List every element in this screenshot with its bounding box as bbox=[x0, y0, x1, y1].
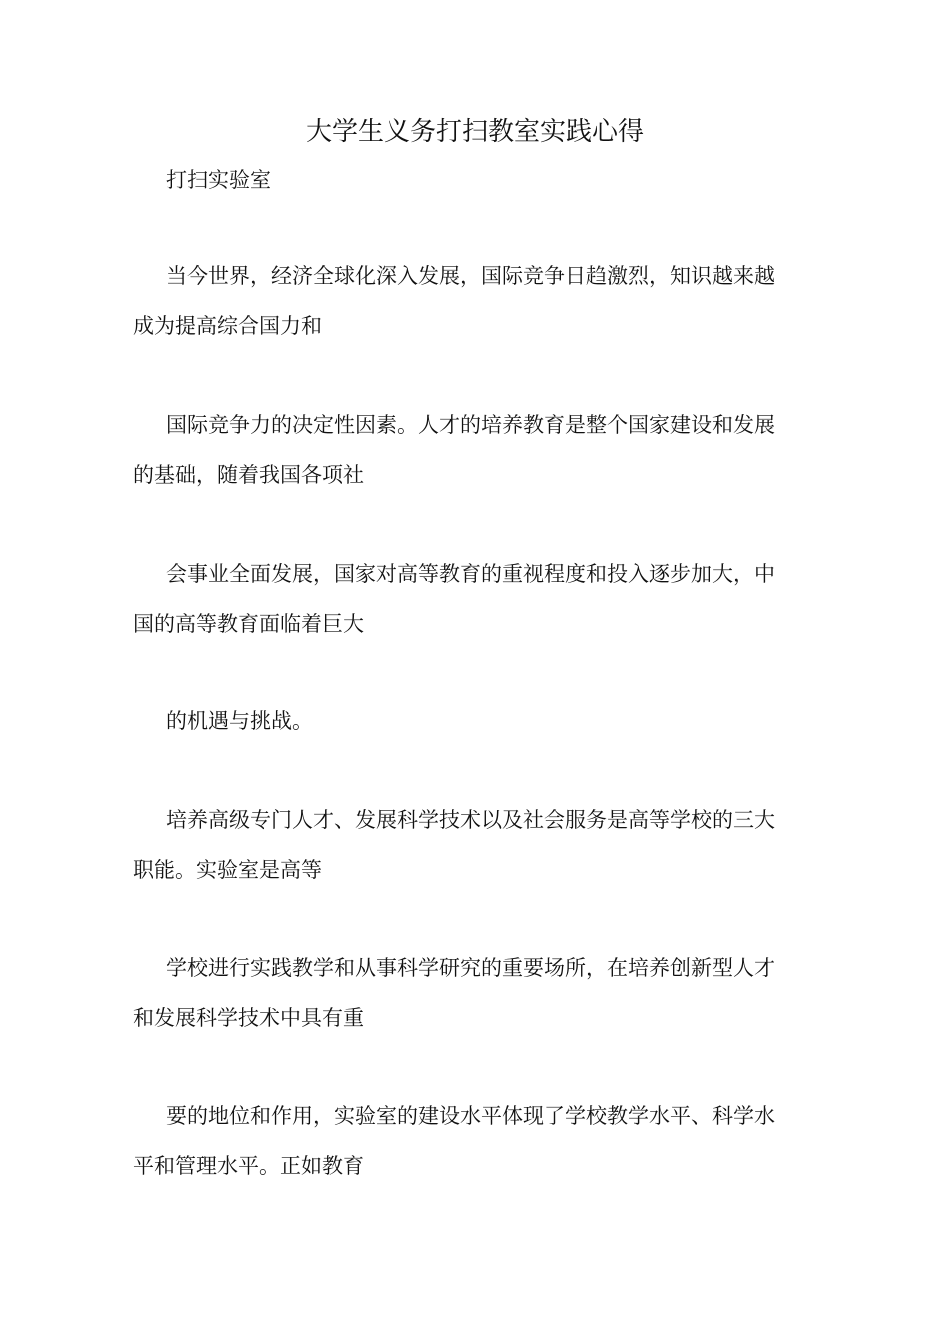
paragraph-line: 平和管理水平。正如教育 bbox=[133, 1154, 364, 1178]
paragraph-line: 培养高级专门人才、发展科学技术以及社会服务是高等学校的三大 bbox=[166, 808, 775, 832]
paragraph-6 bbox=[133, 943, 817, 1043]
paragraph-line: 要的地位和作用，实验室的建设水平体现了学校教学水平、科学水 bbox=[166, 1104, 775, 1128]
document-title: 大学生义务打扫教室实践心得 bbox=[305, 117, 644, 147]
paragraph-line: 国际竞争力的决定性因素。人才的培养教育是整个国家建设和发展 bbox=[166, 413, 775, 437]
paragraph-line: 学校进行实践教学和从事科学研究的重要场所，在培养创新型人才 bbox=[166, 956, 775, 980]
paragraph-line: 和发展科学技术中具有重 bbox=[133, 1006, 364, 1030]
paragraph-line: 国的高等教育面临着巨大 bbox=[133, 612, 364, 636]
paragraph-2 bbox=[133, 400, 817, 500]
paragraph-line: 成为提高综合国力和 bbox=[133, 314, 322, 338]
paragraph-3 bbox=[133, 549, 817, 649]
paragraph-line: 当今世界，经济全球化深入发展，国际竞争日趋激烈，知识越来越 bbox=[166, 264, 775, 288]
paragraph-5 bbox=[133, 795, 817, 895]
paragraph-line: 会事业全面发展，国家对高等教育的重视程度和投入逐步加大，中 bbox=[166, 562, 775, 586]
paragraph-line: 职能。实验室是高等 bbox=[133, 858, 322, 882]
paragraph-line: 的机遇与挑战。 bbox=[166, 709, 313, 733]
paragraph-7 bbox=[133, 1091, 817, 1191]
paragraph-1 bbox=[133, 251, 817, 351]
section-subheading: 打扫实验室 bbox=[166, 168, 271, 192]
paragraph-4 bbox=[133, 696, 817, 746]
paragraph-line: 的基础，随着我国各项社 bbox=[133, 463, 364, 487]
